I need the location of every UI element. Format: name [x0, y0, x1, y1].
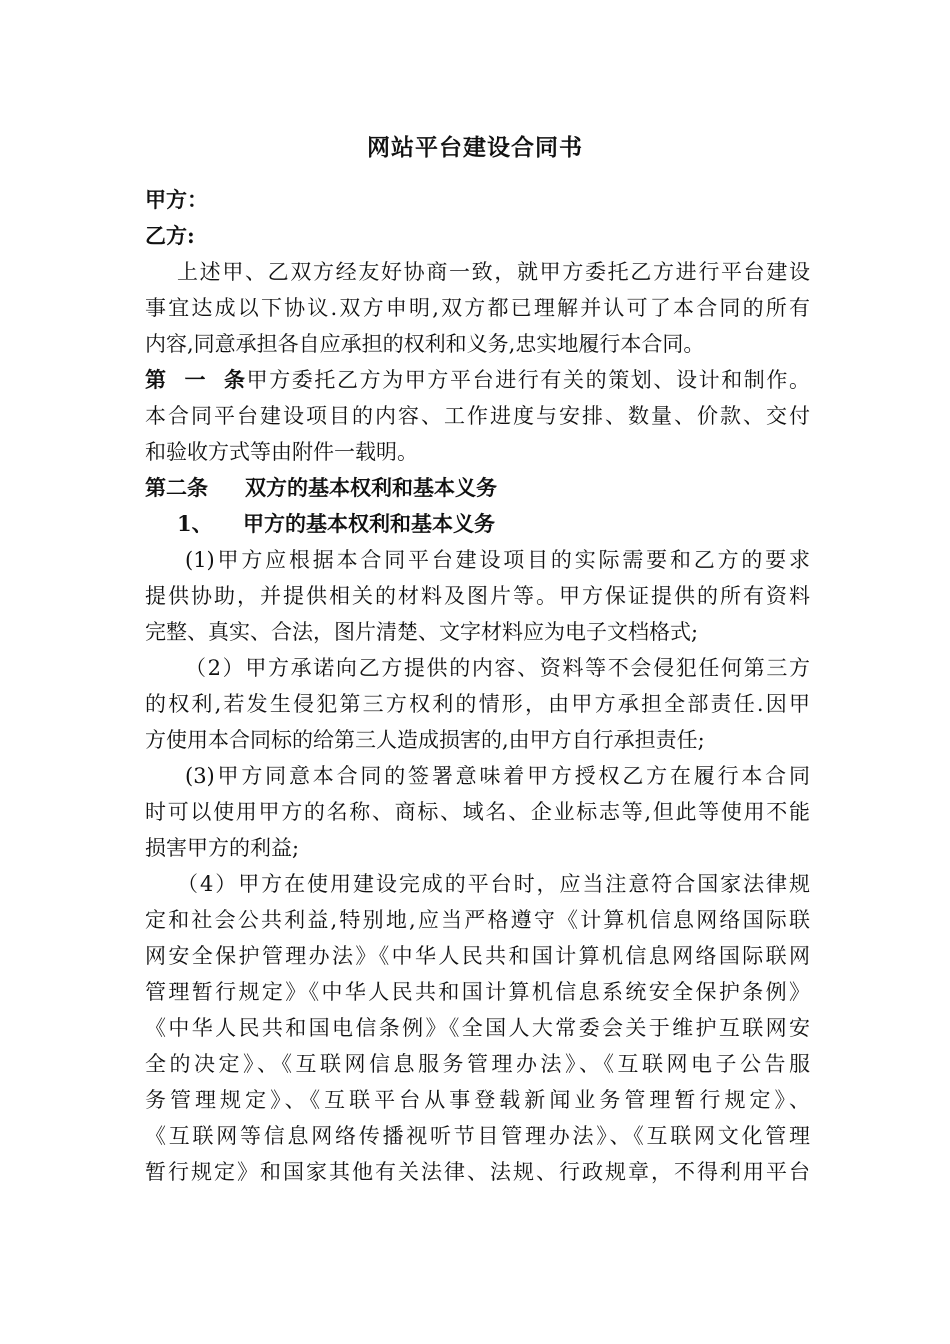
intro-line: 上述甲、乙双方经友好协商一致，就甲方委托乙方进行平台建设 — [177, 260, 810, 284]
clause-line: （2）甲方承诺向乙方提供的内容、资料等不会侵犯任何第三方 — [185, 656, 810, 680]
section-1-heading-line — [145, 506, 810, 542]
intro-line: 事宜达成以下协议.双方申明,双方都已理解并认可了本合同的所有 — [145, 296, 810, 320]
clause-line: 《中华人民共和国电信条例》《全国人大常委会关于维护互联网安 — [145, 1016, 810, 1040]
clause-line: 管理暂行规定》《中华人民共和国计算机信息系统安全保护条例》 — [145, 980, 810, 1004]
clause-line: 提供协助，并提供相关的材料及图片等。甲方保证提供的所有资料 — [145, 584, 810, 608]
clause-line: (3)甲方同意本合同的签署意味着甲方授权乙方在履行本合同 — [185, 764, 810, 788]
article-1-label: 第一条 — [145, 367, 245, 392]
article-1-line: 本合同平台建设项目的内容、工作进度与安排、数量、价款、交付 — [145, 404, 810, 428]
clause-line: 暂行规定》和国家其他有关法律、法规、行政规章，不得利用平台 — [145, 1160, 810, 1184]
clause-line: 全的决定》、《互联网信息服务管理办法》、《互联网电子公告服 — [145, 1052, 810, 1076]
article-1-text: 甲方委托乙方为甲方平台进行有关的策划、设计和制作。 — [245, 368, 810, 392]
article-1-line: 和验收方式等由附件一载明。 — [145, 440, 418, 464]
document-title: 网站平台建设合同书 — [367, 134, 583, 161]
clause-line: 的权利,若发生侵犯第三方权利的情形，由甲方承担全部责任.因甲 — [145, 692, 810, 716]
clause-line: （4）甲方在使用建设完成的平台时，应当注意符合国家法律规 — [177, 872, 810, 896]
clause-line: 务管理规定》、《互联平台从事登载新闻业务管理暂行规定》、 — [145, 1088, 810, 1112]
clause-line: 定和社会公共利益,特别地,应当严格遵守《计算机信息网络国际联 — [145, 908, 810, 932]
article-2-label: 第二条 — [145, 475, 208, 500]
section-1-number: 1、 — [177, 511, 213, 536]
clause-line: 网安全保护管理办法》《中华人民共和国计算机信息网络国际联网 — [145, 944, 810, 968]
party-a-label: 甲方： — [145, 187, 208, 212]
article-1-first-line — [145, 362, 810, 398]
section-1-heading: 甲方的基本权利和基本义务 — [243, 511, 495, 536]
contract-body — [145, 182, 810, 1190]
article-2-heading: 双方的基本权利和基本义务 — [245, 475, 497, 500]
intro-line: 内容,同意承担各自应承担的权利和义务,忠实地履行本合同。 — [145, 332, 705, 356]
clause-line: 完整、真实、合法，图片清楚、文字材料应为电子文档格式; — [145, 620, 699, 644]
clause-line: 《互联网等信息网络传播视听节目管理办法》、《互联网文化管理 — [145, 1124, 810, 1148]
clause-line: 时可以使用甲方的名称、商标、域名、企业标志等,但此等使用不能 — [145, 800, 810, 824]
article-2-heading-line — [145, 470, 810, 506]
party-b-label: 乙方: — [145, 223, 195, 248]
clause-line: (1)甲方应根据本合同平台建设项目的实际需要和乙方的要求 — [185, 548, 810, 572]
clause-line: 方使用本合同标的给第三人造成损害的,由甲方自行承担责任; — [145, 728, 705, 752]
clause-line: 损害甲方的利益; — [145, 836, 300, 860]
